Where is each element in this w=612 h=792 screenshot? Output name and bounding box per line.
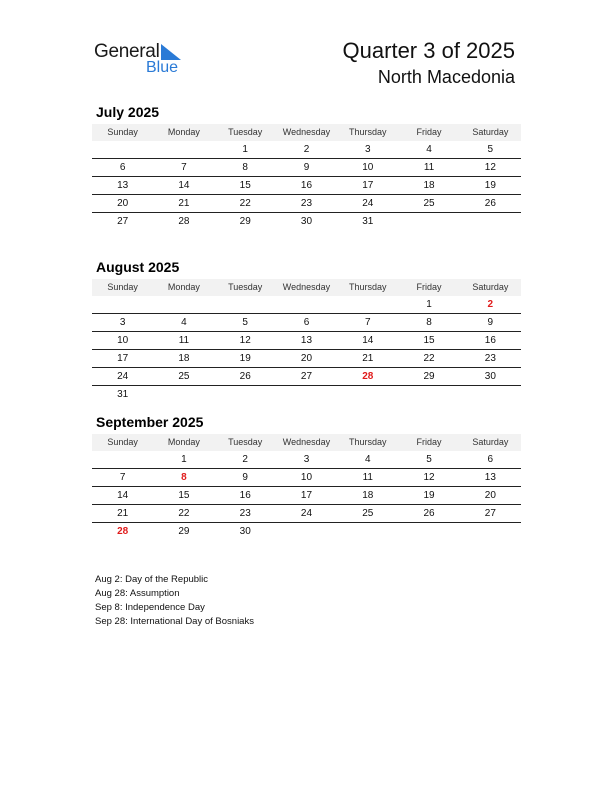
day-cell: 19 (423, 490, 435, 501)
day-cell: 27 (300, 371, 313, 382)
weekday-label: Thursday (349, 437, 387, 447)
day-cell: 31 (117, 389, 129, 400)
day-cell: 11 (362, 472, 373, 483)
day-cell: 20 (300, 353, 313, 364)
day-cell: 13 (117, 180, 129, 191)
day-cell: 15 (423, 335, 435, 346)
day-cell: 10 (362, 162, 374, 173)
month-title: August 2025 (96, 259, 180, 275)
day-cell: 9 (303, 162, 310, 173)
weekday-label: Friday (416, 437, 442, 447)
day-cell: 1 (181, 454, 187, 465)
day-cell: 23 (300, 198, 313, 209)
day-cell: 11 (178, 335, 190, 346)
day-cell: 13 (300, 335, 313, 346)
week-row (92, 332, 521, 350)
day-cell: 13 (484, 472, 496, 483)
day-cell: 31 (362, 216, 374, 227)
day-cell (460, 523, 521, 540)
day-cell: 29 (423, 371, 435, 382)
day-cell: 8 (426, 317, 432, 328)
day-cell: 30 (300, 216, 313, 227)
day-cell: 24 (300, 508, 313, 519)
weekday-label: Sunday (107, 282, 138, 292)
week-row (92, 213, 521, 230)
day-cell: 27 (117, 216, 129, 227)
week-row (92, 386, 521, 403)
week-row (92, 523, 521, 540)
country-name: North Macedonia (377, 67, 515, 87)
day-cell: 12 (484, 162, 496, 173)
weekday-label: Wednesday (282, 437, 331, 447)
day-cell: 3 (119, 317, 126, 328)
day-cell (276, 386, 337, 403)
day-cell: 3 (364, 144, 371, 155)
holiday-note: Sep 8: Independence Day (95, 602, 205, 613)
holiday-note: Sep 28: International Day of Bosniaks (95, 616, 254, 627)
day-cell (398, 523, 459, 540)
day-cell: 9 (487, 317, 494, 328)
weekday-label: Sunday (107, 127, 138, 137)
weekday-label: Friday (416, 127, 442, 137)
day-cell (337, 523, 398, 540)
day-cell (215, 296, 276, 313)
day-cell: 22 (178, 508, 190, 519)
day-cell: 18 (178, 353, 190, 364)
day-cell: 14 (178, 180, 190, 191)
day-cell: 23 (239, 508, 251, 519)
day-cell: 17 (117, 353, 129, 364)
holiday-day-cell: 28 (362, 371, 374, 382)
day-cell: 16 (300, 180, 313, 191)
week-row (92, 177, 521, 195)
day-cell: 19 (484, 180, 496, 191)
day-cell: 29 (178, 526, 190, 537)
logo-general-text: General (94, 41, 160, 62)
weekday-label: Thursday (349, 127, 387, 137)
day-cell: 5 (487, 144, 494, 155)
weekday-label: Thursday (349, 282, 387, 292)
day-cell: 3 (303, 454, 310, 465)
weeks (92, 141, 521, 230)
day-cell: 2 (242, 454, 248, 465)
month-title: September 2025 (96, 414, 204, 430)
logo-triangle-icon (161, 44, 181, 60)
day-cell: 30 (484, 371, 496, 382)
day-cell: 4 (426, 144, 432, 155)
day-cell: 19 (239, 353, 251, 364)
logo-blue-text: Blue (146, 59, 179, 76)
day-cell: 15 (178, 490, 190, 501)
day-cell (337, 386, 398, 403)
day-cell: 24 (117, 371, 129, 382)
day-cell (337, 296, 398, 313)
week-row (92, 350, 521, 368)
day-cell: 10 (117, 335, 129, 346)
month-july (92, 103, 521, 230)
day-cell: 20 (484, 490, 496, 501)
logo (94, 41, 194, 81)
month-august (92, 258, 521, 403)
day-cell: 21 (117, 508, 129, 519)
holiday-day-cell: 28 (117, 526, 129, 537)
day-cell: 15 (239, 180, 251, 191)
day-cell (153, 386, 214, 403)
day-cell: 26 (423, 508, 435, 519)
weekday-label: Monday (167, 282, 200, 292)
day-cell: 28 (178, 216, 190, 227)
day-cell (92, 296, 153, 313)
day-cell: 24 (362, 198, 374, 209)
weeks (92, 296, 521, 403)
week-row (92, 296, 521, 314)
day-cell: 2 (303, 144, 310, 155)
weekday-header (92, 124, 521, 141)
page-title: Quarter 3 of 2025 (342, 38, 515, 63)
holiday-day-cell: 2 (487, 299, 494, 310)
weekday-label: Sunday (107, 437, 138, 447)
day-cell: 5 (426, 454, 432, 465)
day-cell: 6 (303, 317, 310, 328)
day-cell: 29 (239, 216, 251, 227)
day-cell: 7 (181, 162, 187, 173)
day-cell (460, 386, 521, 403)
day-cell: 22 (423, 353, 435, 364)
day-cell: 1 (426, 299, 432, 310)
weekday-label: Wednesday (282, 127, 331, 137)
holiday-notes (95, 573, 254, 629)
weekday-label: Tuesday (228, 127, 263, 137)
day-cell (92, 451, 153, 468)
day-cell: 8 (242, 162, 248, 173)
day-cell (398, 386, 459, 403)
day-cell: 20 (117, 198, 129, 209)
day-cell: 6 (119, 162, 126, 173)
day-cell: 14 (117, 490, 129, 501)
day-cell: 11 (423, 162, 435, 173)
week-row (92, 159, 521, 177)
day-cell: 26 (239, 371, 251, 382)
weekday-header (92, 434, 521, 451)
weeks (92, 451, 521, 540)
day-cell: 23 (484, 353, 496, 364)
day-cell (153, 141, 214, 158)
day-cell: 17 (362, 180, 374, 191)
day-cell (92, 141, 153, 158)
weekday-label: Saturday (472, 437, 509, 447)
day-cell: 17 (300, 490, 313, 501)
day-cell: 7 (364, 317, 371, 328)
holiday-note: Aug 28: Assumption (95, 588, 180, 599)
week-row (92, 487, 521, 505)
weekday-header (92, 279, 521, 296)
week-row (92, 451, 521, 469)
day-cell: 16 (239, 490, 251, 501)
day-cell: 6 (487, 454, 494, 465)
day-cell: 12 (239, 335, 251, 346)
day-cell: 12 (423, 472, 435, 483)
day-cell: 18 (423, 180, 435, 191)
month-september (92, 413, 521, 540)
day-cell: 4 (364, 454, 371, 465)
day-cell: 9 (242, 472, 248, 483)
day-cell: 26 (484, 198, 496, 209)
day-cell: 7 (119, 472, 126, 483)
day-cell (460, 213, 521, 230)
day-cell: 16 (484, 335, 496, 346)
week-row (92, 368, 521, 386)
weekday-label: Friday (416, 282, 442, 292)
day-cell: 18 (362, 490, 374, 501)
day-cell (153, 296, 214, 313)
weekday-label: Tuesday (228, 282, 263, 292)
day-cell: 10 (300, 472, 313, 483)
weekday-label: Monday (167, 127, 200, 137)
day-cell: 25 (423, 198, 435, 209)
day-cell: 21 (362, 353, 374, 364)
weekday-label: Saturday (472, 282, 509, 292)
weekday-label: Wednesday (282, 282, 331, 292)
week-row (92, 505, 521, 523)
weekday-label: Saturday (472, 127, 509, 137)
day-cell: 1 (242, 144, 248, 155)
day-cell (276, 296, 337, 313)
month-title: July 2025 (96, 104, 160, 120)
day-cell (398, 213, 459, 230)
holiday-day-cell: 8 (181, 472, 187, 483)
day-cell: 30 (239, 526, 251, 537)
day-cell: 5 (242, 317, 248, 328)
week-row (92, 141, 521, 159)
day-cell: 27 (484, 508, 496, 519)
day-cell: 25 (178, 371, 190, 382)
week-row (92, 314, 521, 332)
day-cell (215, 386, 276, 403)
day-cell: 22 (239, 198, 251, 209)
weekday-label: Tuesday (228, 437, 263, 447)
day-cell: 4 (181, 317, 187, 328)
day-cell: 25 (362, 508, 374, 519)
weekday-label: Monday (167, 437, 200, 447)
week-row (92, 469, 521, 487)
holiday-note: Aug 2: Day of the Republic (95, 574, 209, 585)
week-row (92, 195, 521, 213)
day-cell: 14 (362, 335, 374, 346)
day-cell (276, 523, 337, 540)
day-cell: 21 (178, 198, 190, 209)
